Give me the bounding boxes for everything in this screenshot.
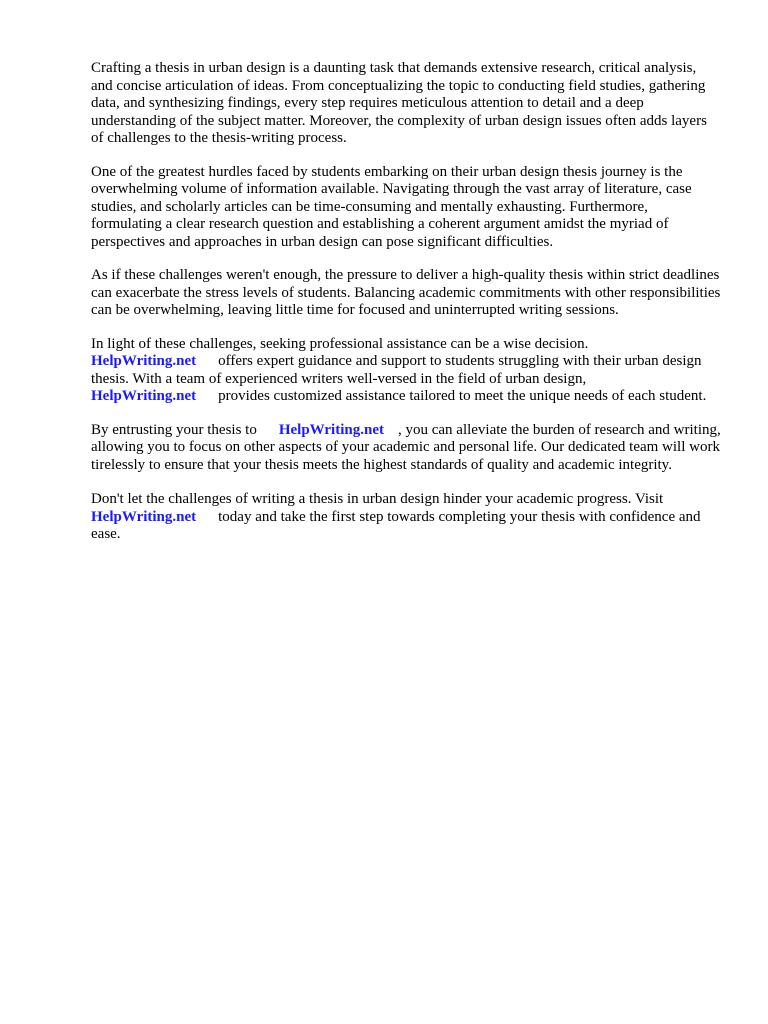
paragraph-intro — [91, 60, 721, 148]
paragraph-intro-text: Crafting a thesis in urban design is a daunting task that demands extensive research, critical analysis, and concise articulation of ideas. From conceptualizing the topic to conducting field studies, gathering data, and synthesizing findings, every step requires meticulous attention to detail and a deep understanding of the subject matter. Moreover, the complexity of urban design issues often adds layers of challenges to the thesis-writing process. — [91, 60, 707, 146]
paragraph-closing-text-1: Don't let the challenges of writing a thesis in urban design hinder your academic progress. Visit — [91, 491, 664, 507]
document-body — [91, 60, 721, 560]
paragraph-entrust — [91, 422, 721, 475]
paragraph-assistance-text-1: In light of these challenges, seeking professional assistance can be a wise decision. — [91, 335, 589, 352]
paragraph-closing — [91, 491, 721, 544]
helpwriting-link[interactable]: HelpWriting.net — [91, 508, 197, 525]
paragraph-assistance — [91, 336, 721, 406]
paragraph-entrust-text-1: By entrusting your thesis to — [91, 421, 257, 438]
paragraph-deadlines-text: As if these challenges weren't enough, the pressure to deliver a high-quality thesis within strict deadlines can exacerbate the stress levels of students. Balancing academic commitments with other responsibilities can be overwhelming, leaving little time for focused and uninterrupted writing sessions. — [91, 267, 721, 318]
paragraph-closing-text-2: today and take the first step towards completing your thesis with confidence and ease. — [91, 508, 701, 542]
helpwriting-link[interactable]: HelpWriting.net — [91, 388, 197, 404]
helpwriting-link[interactable]: HelpWriting.net — [278, 421, 384, 438]
paragraph-assistance-text-3: provides customized assistance tailored to meet the unique needs of each student. — [218, 388, 707, 404]
paragraph-hurdles — [91, 164, 721, 252]
paragraph-deadlines — [91, 267, 721, 320]
helpwriting-link[interactable]: HelpWriting.net — [91, 353, 197, 369]
paragraph-entrust-text-2: , you can alleviate the burden of research and writing, allowing you to focus on other aspects of your academic and personal life. Our dedicated team will work tirelessly to ensure that your thesis meets the highest standards of quality and academic integrity. — [91, 421, 721, 473]
paragraph-assistance-text-2: offers expert guidance and support to students struggling with their urban design thesis. With a team of experienced writers well-versed in the field of urban design, — [91, 353, 702, 387]
paragraph-hurdles-text: One of the greatest hurdles faced by students embarking on their urban design thesis journey is the overwhelming volume of information available. Navigating through the vast array of literature, case studies, and scholarly articles can be time-consuming and mentally exhausting. Furthermore, formulating a clear research question and establishing a coherent argument amidst the myriad of perspectives and approaches in urban design can pose significant difficulties. — [91, 163, 692, 250]
